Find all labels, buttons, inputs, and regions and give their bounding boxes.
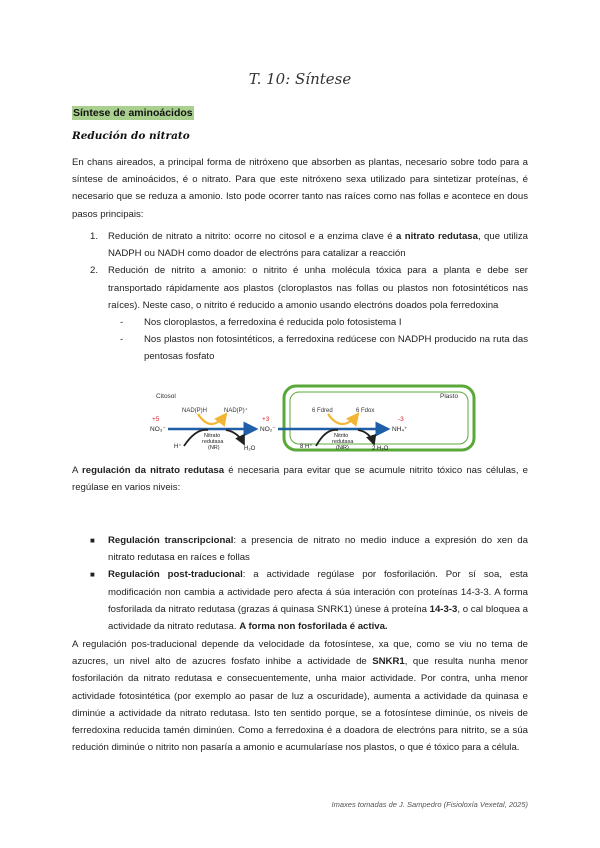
water-arc-2 xyxy=(358,430,374,444)
proton-label-1: H⁺ xyxy=(174,444,182,450)
species-nh4: NH₄⁺ xyxy=(392,426,408,433)
regulation-intro-paragraph: A regulación da nitrato redutasa é necesaria para evitar que se acumule nitrito tóxico nas células, e regúlase en varios niveis: xyxy=(72,465,528,494)
section-heading: Síntese de aminoácidos xyxy=(73,107,193,119)
enzyme-nir-line2: redutasa xyxy=(332,439,354,445)
enzyme-nir-line1: Nitrito xyxy=(334,433,349,439)
enzyme-nr-line2: redutasa xyxy=(202,439,224,445)
final-paragraph: A regulación pos-traducional depende da velocidade da fotosíntese, xa que, como se viu no tema de azucres, un nivel alto de azucres fosfato inhibe a actividade de SNKR1, que resulta nunha menor fosforilación da nitrato redutasa e consecuentemente, unha maior actividade. Por contra, unha menor actividade fotosintética (por exemplo ao pasar de luz a oscuridade), aumenta a actividade da quinasa e diminúe a actividade da nitrato redutasa. Isto ten sentido porque, se a fotosíntese diminúe, os niveis de ferredoxina reducida tamén diminúen. Como a ferredoxina é a doadora de electróns para nitrito, se a súa redución diminúe o nitrito non pasaría a amonio e acumularíase nos plastos, o que é tóxico para a célula. xyxy=(72,639,528,754)
enzyme-nr-line1: Nitrato xyxy=(204,433,221,439)
fd-red-label: 6 Fdred xyxy=(312,408,333,414)
reduction-steps-list xyxy=(72,228,528,366)
nadph-label: NAD(P)H xyxy=(182,408,207,414)
intro-paragraph: En chans aireados, a principal forma de nitróxeno que absorben as plantas, necesario sobre todo para a síntese de aminoácidos, é o nitrato. Para que este nitróxeno sexa utilizado para sintetizar proteínas, é necesario que se reduza a amonio. Isto pode ocorrer tanto nas raíces como nas follas e acontece en dous pasos principais: xyxy=(72,157,528,220)
water-arc-1 xyxy=(226,430,244,444)
nitrate-reduction-diagram xyxy=(136,384,476,452)
regulation-levels-list xyxy=(72,532,528,635)
nadp-label: NAD(P)⁺ xyxy=(224,408,248,414)
ox-number-nh4: -3 xyxy=(398,416,404,423)
ox-number-no3: +5 xyxy=(152,416,160,423)
plasto-label: Plasto xyxy=(440,393,459,400)
cofactor-arrow-2 xyxy=(328,414,358,424)
citosol-label: Citosol xyxy=(156,393,176,400)
list-item: 2. Redución de nitrito a amonio: o nitrito é unha molécula tóxica para a planta e debe ser transportado rápidamente aos plastos (cloroplastos nas follas ou plastos non fotosintéticos nas raíces). Neste caso, o nitrito é reducido a amonio usando electróns doados pola ferredoxina - Nos cloroplastos, a ferredoxina é reducida polo fotosistema I - Nos plastos non fotosintéticos, a ferredoxina redúcese con NADPH producido na ruta das pentosas fosfato xyxy=(72,262,528,365)
species-no3: NO₃⁻ xyxy=(150,426,166,433)
cofactor-arrow-1 xyxy=(198,414,226,424)
proton-label-2: 8 H⁺ xyxy=(300,444,313,450)
enzyme-nir-line3: (NiR) xyxy=(336,445,349,451)
list-item: 1. Redución de nitrato a nitrito: ocorre no citosol e a enzima clave é a nitrato redutasa, que utiliza NADPH ou NADH como doador de electróns para catalizar a reacción xyxy=(90,231,528,260)
sublist xyxy=(120,314,528,366)
subsection-heading: Redución do nitrato xyxy=(72,130,190,142)
water-label-2: 2 H₂O xyxy=(372,446,389,452)
list-item: ■ Regulación transcripcional: a presencia de nitrato no medio induce a expresión do xen da nitrato redutasa en raíces e follas xyxy=(90,535,528,564)
page-title: T. 10: Síntese xyxy=(248,70,352,88)
sublist-item: - Nos cloroplastos, a ferredoxina é reducida polo fotosistema I xyxy=(120,317,402,329)
list-item: ■ Regulación post-traducional: a actividade regúlase por fosforilación. Por sí soa, esta modificación non cambia a actividade pero afecta á súa interación con proteínas 14-3-3. A forma fosforilada da nitrato redutasa (grazas á quinasa SNRK1) únese á proteína 14-3-3, o cal bloquea a actividade da nitrato redutasa. A forma non fosforilada é activa. xyxy=(90,569,528,633)
species-no2: NO₂⁻ xyxy=(260,426,276,433)
enzyme-nr-line3: (NR) xyxy=(208,445,220,451)
image-credit-caption: Imaxes tomadas de J. Sampedro (Fisioloxía Vexetal, 2025) xyxy=(331,800,528,809)
sublist-item: - Nos plastos non fotosintéticos, a ferredoxina redúcese con NADPH producido na ruta das pentosas fosfato xyxy=(120,334,528,363)
fd-ox-label: 6 Fdox xyxy=(356,408,375,414)
water-label-1: H₂O xyxy=(244,446,256,452)
ox-number-no2: +3 xyxy=(262,416,270,423)
